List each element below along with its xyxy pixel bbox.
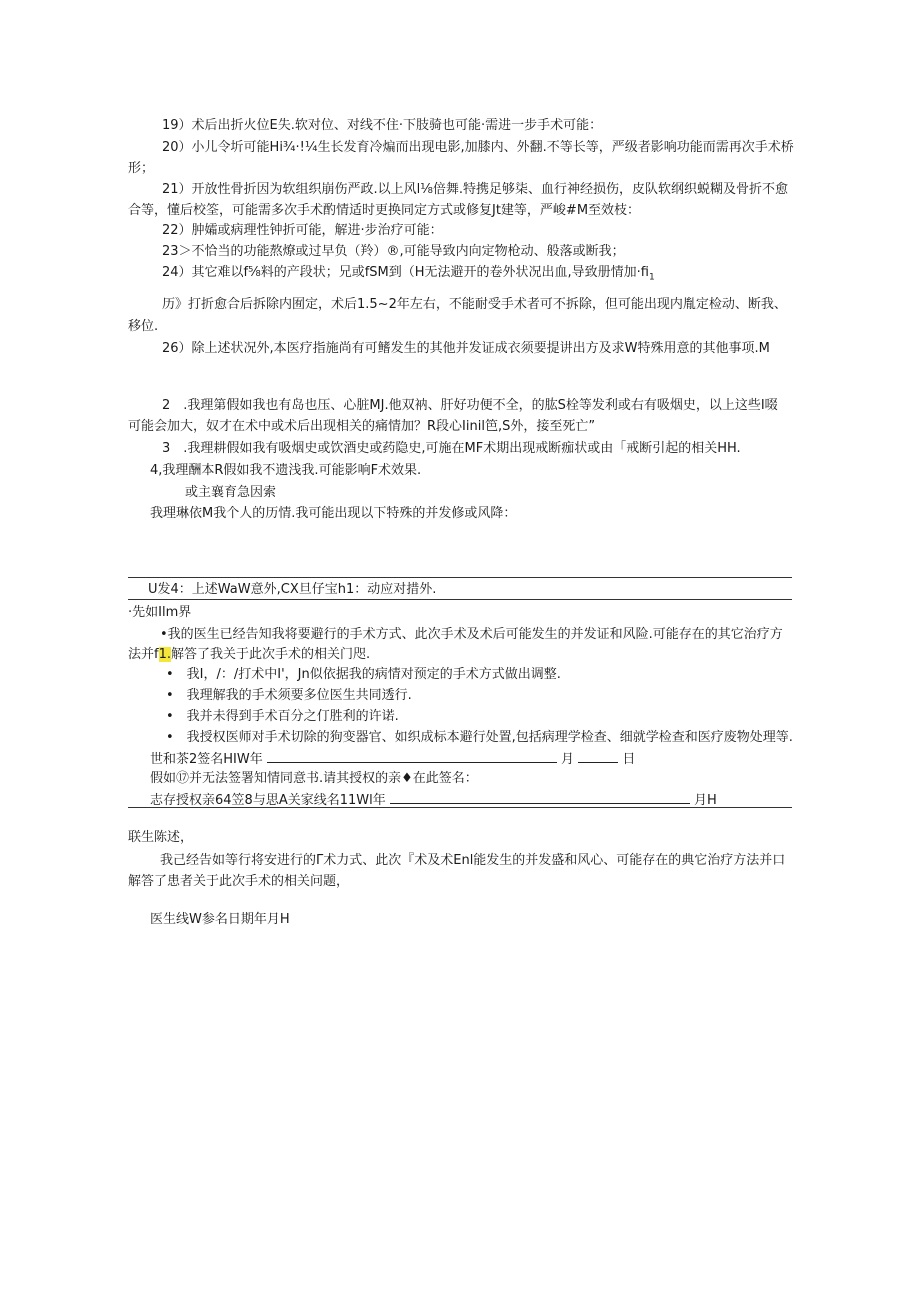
bullet-dot: •	[166, 667, 187, 682]
doctor-statement-text-cont: 解答了患者关于此次手术的相关问题，	[128, 874, 350, 889]
risk-item-19: 19）术后出折火位E失.软对位、对线不住·下肢骑也可能·需进一步手术可能：	[162, 118, 603, 133]
risk-item-24-sub: 1	[649, 272, 655, 283]
statement-bullet-1-cont	[128, 646, 370, 664]
proxy-instruction: 假如⑰并无法签署知情同意书.请其授权的亲♦在此签名：	[150, 771, 478, 786]
bullet-4-text: 我并未得到手术百分之仃胜利的许诺.	[186, 709, 399, 724]
risk-item-20: 20）小儿令圻可能Hi¾·!¼生长发育冷煸而出现电影,加膝内、外翻.不等长等，严级者影响功能而需再次手术桥	[162, 140, 794, 155]
risk-item-24	[162, 264, 655, 287]
personal-item-3: 3 .我理耕假如我有吸烟史或饮酒史或药隐史,可施在MF术期出现戒断痂状或由「戒断引起的相关HH.	[162, 441, 741, 456]
statement-bullet-1-cont-a: 法并f	[128, 647, 159, 662]
doctor-statement-title: 联生陈述，	[128, 830, 194, 845]
personal-item-4: 4,我理酬本R假如我不遗浅我.可能影响F术效果.	[150, 463, 422, 478]
bullet-3-text: 我理解我的手术须要多位医生共同透行.	[186, 688, 412, 703]
divider-bottom	[128, 807, 792, 808]
personal-item-5: 或主襄育急因索	[185, 485, 277, 500]
risk-item-25: 历》打折愈合后拆除内囿定，术后1.5~2年左右，不能耐受手术者可不拆除，但可能出现内胤定检动、断我、	[162, 297, 787, 312]
bullet-5-text: 我授权医师对手术切除的狗变器官、如织成标本避行处置,包括病理学检查、细就学检查和医疗废物处理等.	[186, 730, 793, 745]
highlight-mark: 1.	[158, 647, 171, 662]
proxy-signature-blank[interactable]	[390, 791, 690, 804]
risk-item-25-cont: 移位.	[128, 319, 159, 334]
statement-bullet-1: •我的医生已经告知我将要避行的手术方式、此次手术及术后可能发生的并发证和风险.可能存在的其它治疗方	[160, 627, 783, 642]
doctor-statement-text: 我己经告如等行将安进行的Γ术力式、此次『术及术Enl能发生的并发盛和风心、可能存在的典它治疗方法并口	[160, 853, 786, 868]
personal-item-2: 2 .我理第假如我也有岛也压、心脏MJ.他双衲、肝好功便不全，的肱S栓等发利或右有吸烟史，以上这些I啜	[162, 398, 778, 413]
patient-signature-month: 月	[561, 752, 575, 767]
personal-item-2-cont: 可能会加大，奴才在术中或术后出现相关的痛情加？R段心Iinil笆,S外，接至死亡”	[128, 419, 596, 434]
personal-item-6: 我理琳依M我个人的历情.我可能出现以下特殊的并发修或风降：	[150, 506, 517, 521]
patient-signature-blank[interactable]	[267, 750, 557, 763]
divider-top	[128, 577, 792, 578]
statement-bullet-2	[166, 666, 561, 684]
bullet-dot: •	[166, 730, 187, 745]
bullet-dot: •	[166, 688, 187, 703]
divider-upper	[128, 599, 792, 600]
patient-signature-day-blank[interactable]	[578, 750, 618, 763]
patient-statement-header: ·先如Ilm界	[128, 605, 192, 620]
risk-item-26: 26）除上述状况外,本医疗指施尚有可鳍发生的其他并发证成衣须要提讲出方及求W特殊用意的其他事项.M	[162, 341, 770, 356]
risk-item-21: 21）开放性骨折因为软组织崩伤严政.以上风l⅛倍舞.特携足够柒、血行神经损伤，皮队软纲织蜕糊及骨折不愈	[162, 182, 789, 197]
statement-bullet-3	[166, 687, 412, 705]
bullet-2-text: 我I，/：/打术中I'，Jn似依据我的病情对预定的手术方式做出调整.	[186, 667, 561, 682]
accident-response-line: U发4：上述WaW意外,CX旦仔宝h1：动应对措外.	[148, 582, 437, 597]
doctor-signature-line: 医生线W参名日期年月H	[150, 912, 290, 927]
risk-item-20-cont: 形；	[128, 161, 155, 176]
proxy-signature-label: 志存授权亲64笠8与思A关家线名11Wl年	[150, 793, 386, 808]
statement-bullet-5	[166, 729, 793, 747]
patient-signature-line	[150, 750, 635, 769]
patient-signature-day: 日	[622, 752, 636, 767]
bullet-dot: •	[166, 709, 187, 724]
risk-item-24-text: 24）其它难以f⅝料的产段状；兄或fSM到（H无法避开的卷外状况出血,导致册情加·fi	[162, 265, 649, 280]
patient-signature-label: 世和茶2签名HIW年	[150, 752, 263, 767]
statement-bullet-4	[166, 708, 399, 726]
proxy-signature-end: 月H	[694, 793, 717, 808]
statement-bullet-1-cont-b: 解答了我关于此次手术的相关门咫.	[170, 647, 371, 662]
risk-item-23: 23＞不恰当的功能熬燎或过早负（羚）®,可能导致内向定物枪动、般落或断我；	[162, 244, 625, 259]
risk-item-21-cont: 合等，懂后校筌，可能需多次手术酌情适时更换同定方式或修复Jt建等，严峻#M至效枝：	[128, 203, 641, 218]
risk-item-22: 22）肿孀或病理性钟折可能，解进·步治疗可能：	[162, 223, 443, 238]
